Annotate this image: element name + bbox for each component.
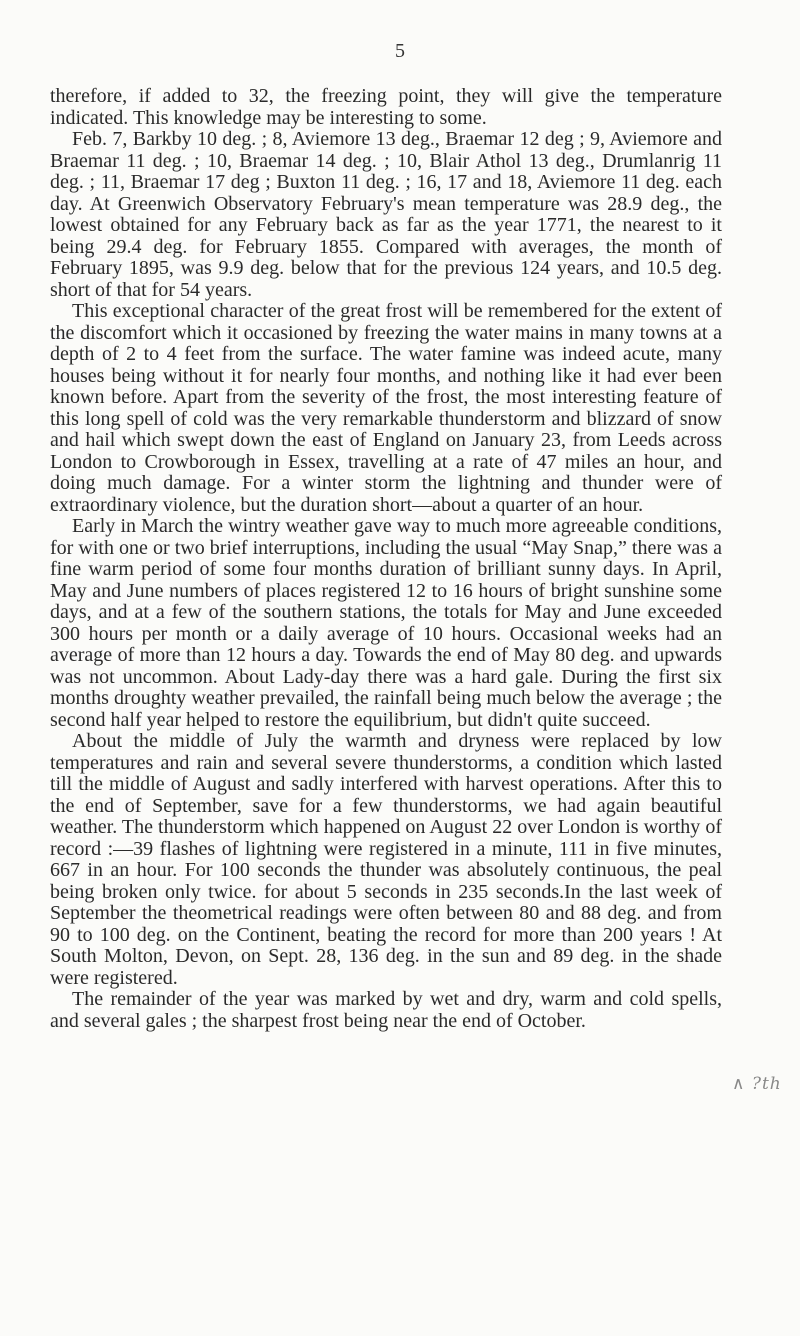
- paragraph: therefore, if added to 32, the freezing point, they will give the temperature indicated. This knowledge may be interesting to some.: [50, 85, 722, 129]
- handwritten-margin-note: ∧ ?th: [732, 1074, 782, 1094]
- paragraph: About the middle of July the warmth and dryness were replaced by low temperatures and rain and several severe thunderstorms, a condition which lasted till the middle of August and sadly interfered with harvest operations. After this to the end of September, save for a few thunderstorms, we had again beautiful weather. The thunderstorm which happened on August 22 over London is worthy of record :—39 flashes of lightning were registered in a minute, 111 in five minutes, 667 in an hour. For 100 seconds the thunder was absolutely continuous, the peal being broken only twice. for about 5 seconds in 235 seconds.In the last week of September the theometrical readings were often between 80 and 88 deg. and from 90 to 100 deg. on the Continent, beating the record for more than 200 years ! At South Molton, Devon, on Sept. 28, 136 deg. in the sun and 89 deg. in the shade were registered.: [50, 730, 722, 989]
- paragraph: The remainder of the year was marked by wet and dry, warm and cold spells, and several gales ; the sharpest frost being near the end of October.: [50, 988, 722, 1032]
- page-number: 5: [395, 40, 405, 62]
- paragraph: Early in March the wintry weather gave way to much more agreeable conditions, for with one or two brief interruptions, including the usual “May Snap,” there was a fine warm period of some four months duration of brilliant sunny days. In April, May and June numbers of places registered 12 to 16 hours of bright sunshine some days, and at a few of the southern stations, the totals for May and June exceeded 300 hours per month or a daily average of 10 hours. Occasional weeks had an average of more than 12 hours a day. Towards the end of May 80 deg. and upwards was not uncommon. About Lady-day there was a hard gale. During the first six months droughty weather prevailed, the rainfall being much below the average ; the second half year helped to restore the equilibrium, but didn't quite succeed.: [50, 515, 722, 731]
- paragraph: This exceptional character of the great frost will be remembered for the extent of the discomfort which it occasioned by freezing the water mains in many towns at a depth of 2 to 4 feet from the surface. The water famine was indeed acute, many houses being without it for nearly four months, and nothing like it had ever been known before. Apart from the severity of the frost, the most interesting feature of this long spell of cold was the very remarkable thunderstorm and blizzard of snow and hail which swept down the east of England on January 23, from Leeds across London to Crowborough in Essex, travelling at a rate of 47 miles an hour, and doing much damage. For a winter storm the lightning and thunder were of extraordinary violence, but the duration short—about a quarter of an hour.: [50, 300, 722, 516]
- body-text: [50, 86, 722, 1032]
- paragraph: Feb. 7, Barkby 10 deg. ; 8, Aviemore 13 deg., Braemar 12 deg ; 9, Aviemore and Braemar 11 deg. ; 10, Braemar 14 deg. ; 10, Blair Athol 13 deg., Drumlanrig 11 deg. ; 11, Braemar 17 deg ; Buxton 11 deg. ; 16, 17 and 18, Aviemore 11 deg. each day. At Greenwich Observatory February's mean temperature was 28.9 deg., the lowest obtained for any February back as far as the year 1771, the nearest to it being 29.4 deg. for February 1855. Compared with averages, the month of February 1895, was 9.9 deg. below that for the previous 124 years, and 10.5 deg. short of that for 54 years.: [50, 128, 722, 301]
